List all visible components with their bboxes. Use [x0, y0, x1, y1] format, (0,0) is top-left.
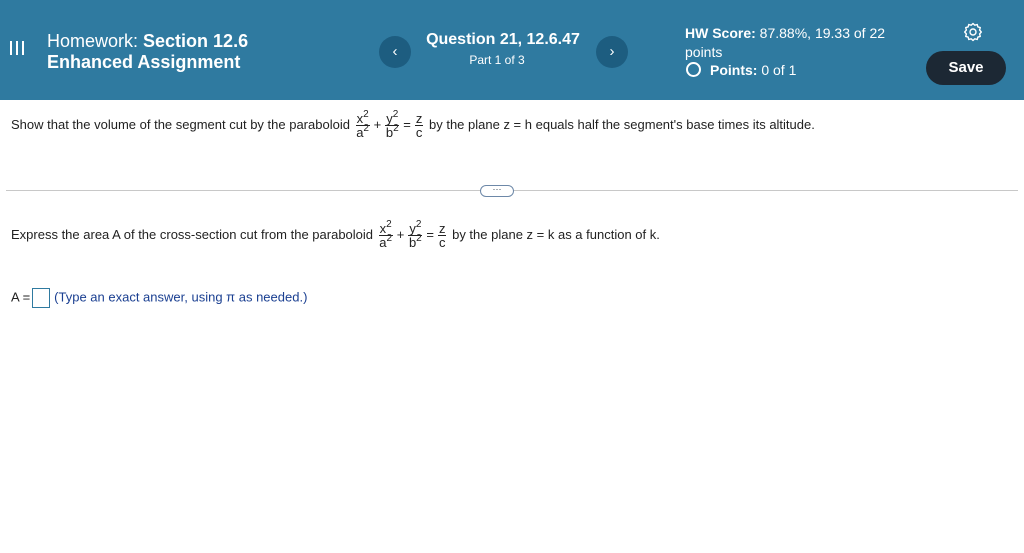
points-value: 0 of 1	[757, 62, 797, 78]
next-question-button[interactable]: ›	[596, 36, 628, 68]
answer-row	[11, 288, 307, 308]
assignment-section: Section 12.6	[143, 31, 249, 51]
part-intro: Express the area A of the cross-section cut from the paraboloid	[11, 226, 374, 242]
previous-question-button[interactable]: ‹	[379, 36, 411, 68]
answer-input[interactable]	[32, 288, 50, 308]
save-button[interactable]: Save	[926, 51, 1006, 85]
assignment-header	[0, 0, 1024, 100]
assignment-subtitle: Enhanced Assignment	[47, 52, 241, 72]
expand-more-button[interactable]: ···	[480, 185, 514, 197]
fraction-z-c: $\frac{z}{c}$	[438, 221, 446, 250]
settings-gear-icon[interactable]	[963, 22, 983, 42]
problem-statement: Show that the volume of the segment cut by the paraboloid $\frac{x^2}{a^2}$ + $\frac{y^2}{b^2}$ = $\frac{z}{c}$ by the plane z = h equals half the segment's base times its altitude.	[11, 109, 815, 140]
answer-label: A =	[11, 289, 31, 305]
problem-intro: Show that the volume of the segment cut by the paraboloid	[11, 116, 350, 132]
hw-score-label: HW Score:	[685, 25, 756, 41]
fraction-z-c: $\frac{z}{c}$	[415, 111, 423, 140]
points-circle-icon	[686, 62, 701, 77]
question-part: Part 1 of 3	[469, 53, 525, 67]
assignment-title	[47, 31, 248, 73]
part-outro: by the plane z = k as a function of k.	[452, 226, 660, 242]
points-label: Points:	[710, 62, 758, 78]
hw-score	[685, 24, 910, 62]
assignment-title-prefix: Homework:	[47, 31, 144, 51]
hw-score-value: 87.88%, 19.33 of 22 points	[685, 25, 886, 60]
fraction-y2-b2: $\frac{y^2}{b^2}$	[385, 109, 399, 140]
problem-outro: by the plane z = h equals half the segment's base times its altitude.	[429, 116, 815, 132]
fraction-x2-a2: $\frac{x^2}{a^2}$	[356, 109, 369, 140]
fraction-x2-a2: $\frac{x^2}{a^2}$	[379, 219, 393, 250]
question-title: Question 21, 12.6.47	[426, 31, 580, 48]
answer-hint: (Type an exact answer, using π as needed.)	[54, 289, 308, 305]
points-status	[686, 61, 796, 79]
part-prompt: Express the area A of the cross-section cut from the paraboloid $\frac{x^2}{a^2}$ + $\frac{y^2}{b^2}$ = $\frac{z}{c}$ by the plane z = k as a function of k.	[11, 219, 660, 250]
fraction-y2-b2: $\frac{y^2}{b^2}$	[408, 219, 422, 250]
menu-icon[interactable]	[9, 40, 25, 56]
